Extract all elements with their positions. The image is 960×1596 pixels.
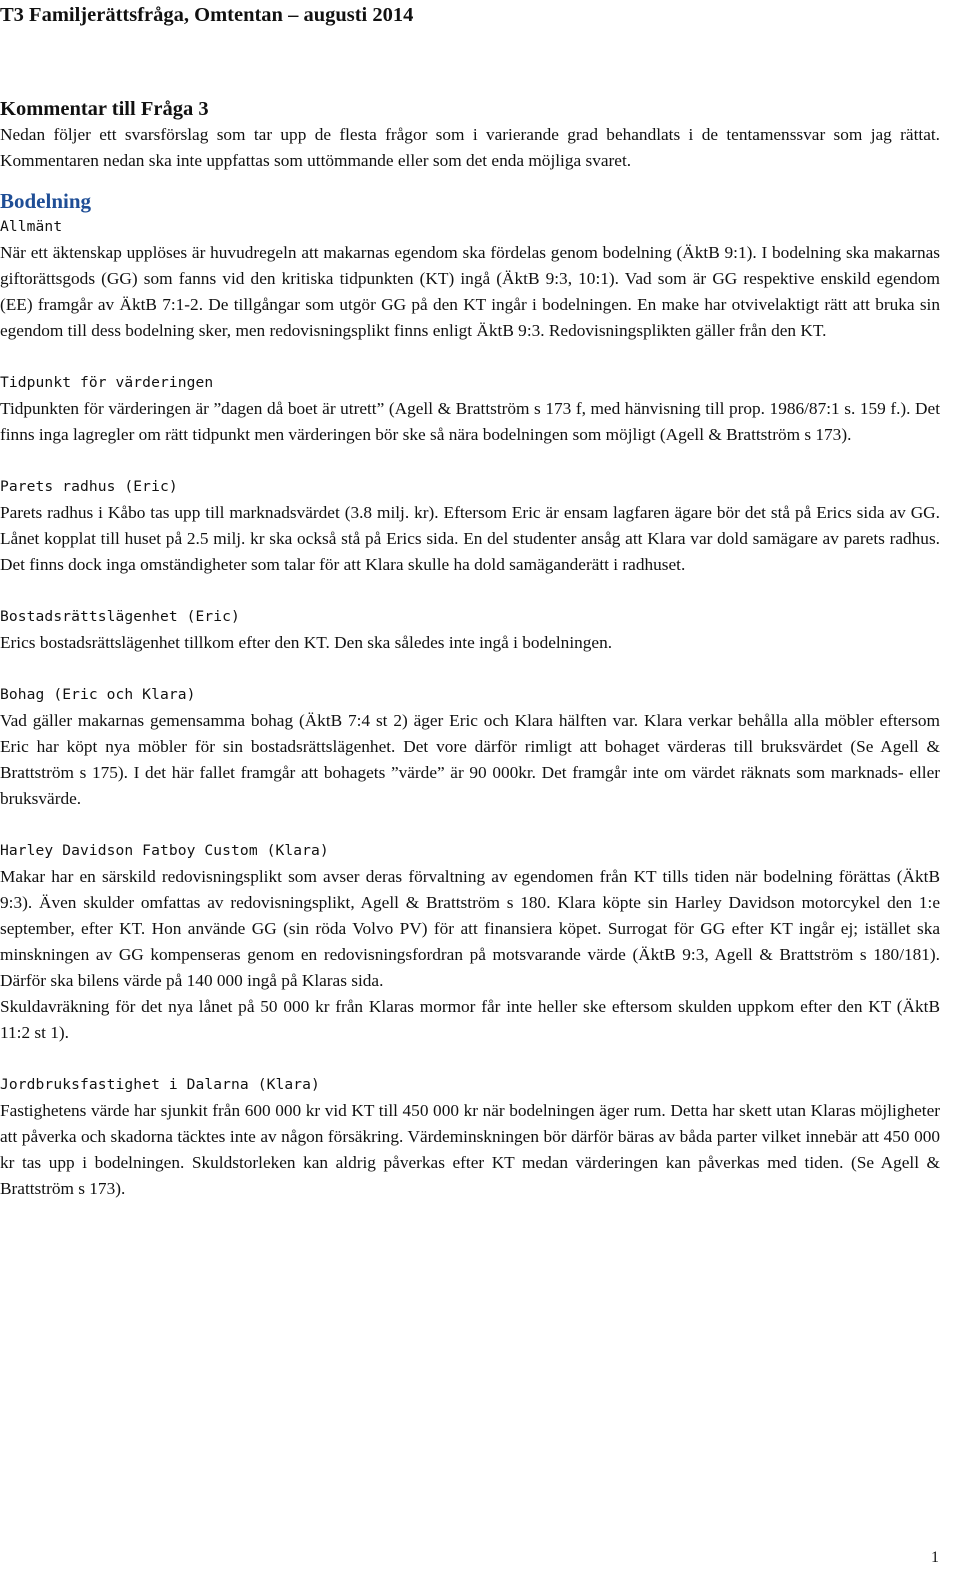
subsection-paragraph: Vad gäller makarnas gemensamma bohag (ÄktB 7:4 st 2) äger Eric och Klara hälften var. Klara verkar behålla alla möbler eftersom Eric har köpt nya möbler för sin bostadsrättslägenhet. Det vore därför rimligt att bohaget värderas till bruksvärdet (Se Agell & Brattström s 175). I det här fallet framgår att bohagets ”värde” är 90 000kr. Det framgår inte om värdet räknats som marknads- eller bruksvärde. [0,711,940,808]
subsection-harley-davidson [0,838,940,1046]
subsection-heading: Tidpunkt för värderingen [0,374,214,391]
subsection-allmant [0,214,940,344]
subsection-heading: Harley Davidson Fatboy Custom (Klara) [0,842,329,859]
subsection-paragraph: Fastighetens värde har sjunkit från 600 000 kr vid KT till 450 000 kr när bodelningen äger rum. Detta har skett utan Klaras möjligheter att påverka och skadorna täcktes inte av någon försäkring. Värdeminskningen bör därför bäras av båda parter vilket innebär att 450 000 kr tas upp i bodelningen. Skuldstorleken kan aldrig påverkas efter KT medan värderingen kan påverkas med tiden. (Se Agell & Brattström s 173). [0,1101,940,1198]
subsection-heading: Bohag (Eric och Klara) [0,686,196,703]
main-heading: Kommentar till Fråga 3 [0,98,209,120]
section-title-bodelning: Bodelning [0,189,92,213]
subsection-heading: Parets radhus (Eric) [0,478,178,495]
subsection-radhus [0,474,940,578]
page-number: 1 [931,1549,939,1566]
intro-paragraph: Nedan följer ett svarsförslag som tar upp de flesta frågor som i varierande grad behandlats i de tentamenssvar som jag rättat. Kommentaren nedan ska inte uppfattas som uttömmande eller som det enda möjliga svaret. [0,125,940,170]
subsection-heading: Bostadsrättslägenhet (Eric) [0,608,240,625]
subsection-paragraph: När ett äktenskap upplöses är huvudregeln att makarnas egendom ska fördelas genom bodelning (ÄktB 9:1). I bodelning ska makarnas giftorättsgods (GG) som fanns vid den kritiska tidpunkten (KT) ingå (ÄktB 9:3, 10:1). Vad som är GG respektive enskild egendom (EE) framgår av ÄktB 7:1-2. De tillgångar som utgör GG på den KT ingår i bodelningen. En make har otvivelaktigt rätt att bruka sin egendom till dess bodelning sker, men redovisningsplikt finns enligt ÄktB 9:3. Redovisningsplikten gäller från den KT. [0,243,940,340]
subsection-paragraph: Erics bostadsrättslägenhet tillkom efter den KT. Den ska således inte ingå i bodelningen. [0,633,613,652]
subsection-jordbruksfastighet [0,1072,940,1202]
subsection-heading: Allmänt [0,218,63,235]
subsection-bostadsratt [0,604,940,656]
subsection-paragraph: Parets radhus i Kåbo tas upp till marknadsvärdet (3.8 milj. kr). Eftersom Eric är ensam lagfaren ägare bör det stå på Erics sida av GG. Lånet kopplat till huset på 2.5 milj. kr ska också stå på Erics sida. En del studenter ansåg att Klara var dold samägare av parets radhus. Det finns dock inga omständigheter som talar för att Klara skulle ha dold samäganderätt i radhuset. [0,503,940,574]
subsection-bohag [0,682,940,812]
subsection-paragraph: Tidpunkten för värderingen är ”dagen då boet är utrett” (Agell & Brattström s 173 f, med hänvisning till prop. 1986/87:1 s. 159 f.). Det finns inga lagregler om rätt tidpunkt men värderingen bör ske så nära bodelningen som möjligt (Agell & Brattström s 173). [0,399,940,444]
subsection-heading: Jordbruksfastighet i Dalarna (Klara) [0,1076,320,1093]
document-title: T3 Familjerättsfråga, Omtentan – augusti 2014 [0,4,414,26]
document-content [0,96,940,1202]
subsection-paragraph: Skuldavräkning för det nya lånet på 50 000 kr från Klaras mormor får inte heller ske eftersom skulden uppkom efter den KT (ÄktB 11:2 st 1). [0,997,940,1042]
subsection-paragraph: Makar har en särskild redovisningsplikt som avser deras förvaltning av egendomen från KT tills tiden när bodelning förättas (ÄktB 9:3). Även skulder omfattas av redovisningsplikt, Agell & Brattström s 180. Klara köpte sin Harley Davidson motorcykel den 1:e september, efter KT. Hon använde GG (sin röda Volvo PV) för att finansiera köpet. Surrogat för GG efter KT ingår ej; istället ska minskningen av GG kompenseras genom en redovisningsfordran på motsvarande värde (ÄktB 9:3, Agell & Brattström s 180/181). Därför ska bilens värde på 140 000 ingå på Klaras sida. [0,867,940,990]
subsection-tidpunkt [0,370,940,448]
